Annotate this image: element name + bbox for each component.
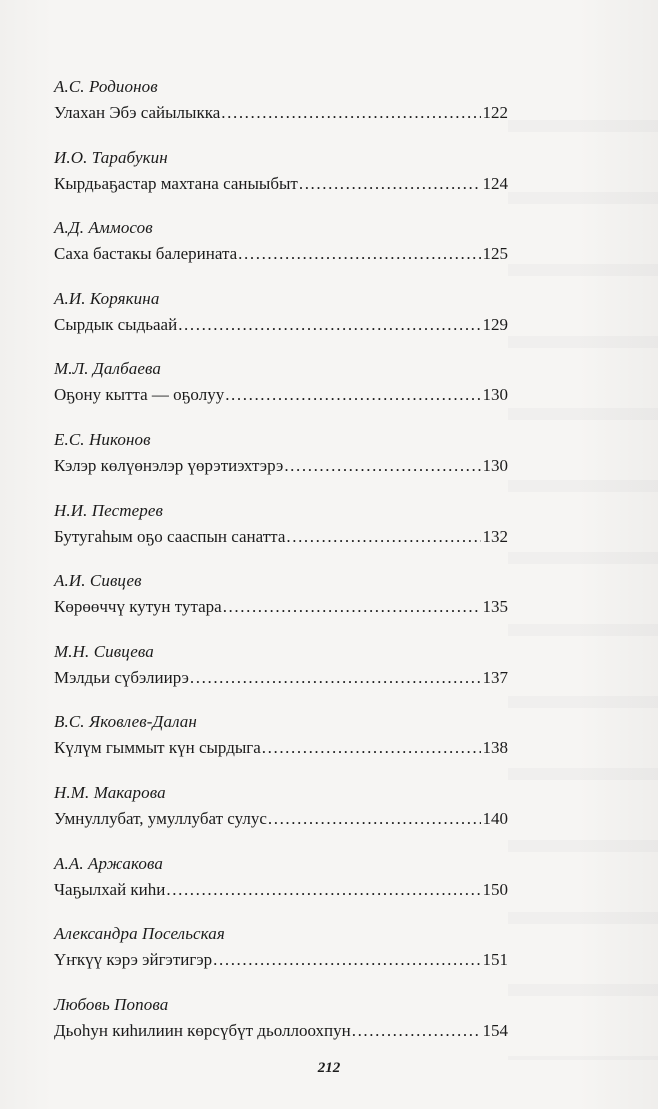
toc-entry: [54, 215, 508, 286]
entry-line: [54, 806, 508, 832]
entry-title: Бутугаһым оҕо сааспын санатта: [54, 526, 286, 546]
entry-page-number: 150: [482, 879, 508, 899]
entry-page-number: 130: [482, 455, 508, 475]
entry-page-number: 135: [482, 597, 508, 617]
entry-page-number: 130: [482, 385, 508, 405]
entry-title: Көрөөччү кутун тутара: [54, 597, 222, 617]
toc-entry: [54, 145, 508, 216]
dot-leader: [213, 947, 480, 973]
table-of-contents: [54, 74, 508, 1062]
entry-page-number: 138: [482, 738, 508, 758]
entry-line: [54, 100, 508, 126]
entry-title: Күлүм гыммыт күн сырдыга: [54, 738, 261, 758]
entry-line: [54, 735, 508, 761]
entry-page-number: 132: [482, 526, 508, 546]
toc-entry: [54, 921, 508, 992]
entry-author: В.С. Яковлев-Далан: [54, 712, 197, 732]
entry-author: И.О. Тарабукин: [54, 147, 168, 167]
entry-page-number: 125: [482, 244, 508, 264]
entry-title: Умнуллубат, умуллубат сулус: [54, 808, 267, 828]
entry-line: [54, 453, 508, 479]
entry-line: [54, 665, 508, 691]
toc-entry: [54, 498, 508, 569]
dot-leader: [352, 1018, 481, 1044]
entry-line: [54, 1018, 508, 1044]
entry-author: А.С. Родионов: [54, 77, 158, 96]
toc-entry: [54, 709, 508, 780]
entry-page-number: 151: [482, 950, 508, 970]
entry-title: Үҥкүү кэрэ эйгэтигэр: [54, 950, 213, 970]
dot-leader: [225, 382, 480, 408]
toc-entry: [54, 780, 508, 851]
toc-entry: [54, 74, 508, 145]
dot-leader: [286, 524, 480, 550]
dot-leader: [268, 806, 481, 832]
entry-line: [54, 877, 508, 903]
entry-page-number: 129: [482, 314, 508, 334]
toc-entry: [54, 286, 508, 357]
toc-entry: [54, 851, 508, 922]
entry-line: [54, 312, 508, 338]
entry-author: М.Н. Сивцева: [54, 641, 154, 661]
entry-title: Дьоһун киһилиин көрсүбүт дьоллоохпун: [54, 1020, 351, 1040]
entry-author: А.И. Корякина: [54, 288, 160, 308]
page-number: 212: [317, 1060, 341, 1076]
entry-title: Саха бастакы балерината: [54, 244, 238, 264]
entry-title: Мэлдьи сүбэлиирэ: [54, 667, 189, 687]
entry-author: А.Д. Аммосов: [54, 218, 153, 238]
entry-line: [54, 594, 508, 620]
entry-author: Н.М. Макарова: [54, 782, 166, 802]
entry-page-number: 122: [482, 103, 508, 122]
entry-author: А.А. Аржакова: [54, 853, 163, 873]
dot-leader: [262, 735, 481, 761]
toc-entry: [54, 639, 508, 710]
dot-leader: [223, 594, 481, 620]
entry-author: Н.И. Пестерев: [54, 500, 163, 520]
entry-title: Кэлэр көлүөнэлэр үөрэтиэхтэрэ: [54, 455, 284, 475]
entry-author: Любовь Попова: [54, 994, 169, 1014]
entry-author: Александра Посельская: [54, 924, 225, 944]
toc-entry: [54, 992, 508, 1063]
entry-line: [54, 171, 508, 197]
entry-line: [54, 524, 508, 550]
entry-line: [54, 241, 508, 267]
entry-line: [54, 382, 508, 408]
toc-entry: [54, 356, 508, 427]
entry-line: [54, 947, 508, 973]
entry-title: Кырдьаҕастар махтана саныыбыт: [54, 173, 298, 193]
entry-author: А.И. Сивцев: [54, 571, 142, 591]
entry-title: Улахан Эбэ сайылыкка: [54, 103, 221, 122]
entry-page-number: 137: [482, 667, 508, 687]
entry-title: Чаҕылхай киһи: [54, 879, 166, 899]
dot-leader: [238, 241, 480, 267]
entry-page-number: 124: [482, 173, 508, 193]
entry-page-number: 140: [482, 808, 508, 828]
dot-leader: [166, 877, 480, 903]
toc-entry: [54, 427, 508, 498]
entry-author: Е.С. Никонов: [54, 429, 151, 449]
dot-leader: [284, 453, 480, 479]
entry-title: Сырдык сыдьаай: [54, 314, 178, 334]
toc-entry: [54, 568, 508, 639]
dot-leader: [178, 312, 480, 338]
entry-title: Оҕону кытта — оҕолуу: [54, 385, 225, 405]
entry-page-number: 154: [482, 1020, 508, 1040]
entry-author: М.Л. Далбаева: [54, 359, 162, 379]
show-through-shadow: [508, 60, 658, 1060]
dot-leader: [299, 171, 481, 197]
dot-leader: [221, 100, 480, 126]
dot-leader: [190, 665, 481, 691]
